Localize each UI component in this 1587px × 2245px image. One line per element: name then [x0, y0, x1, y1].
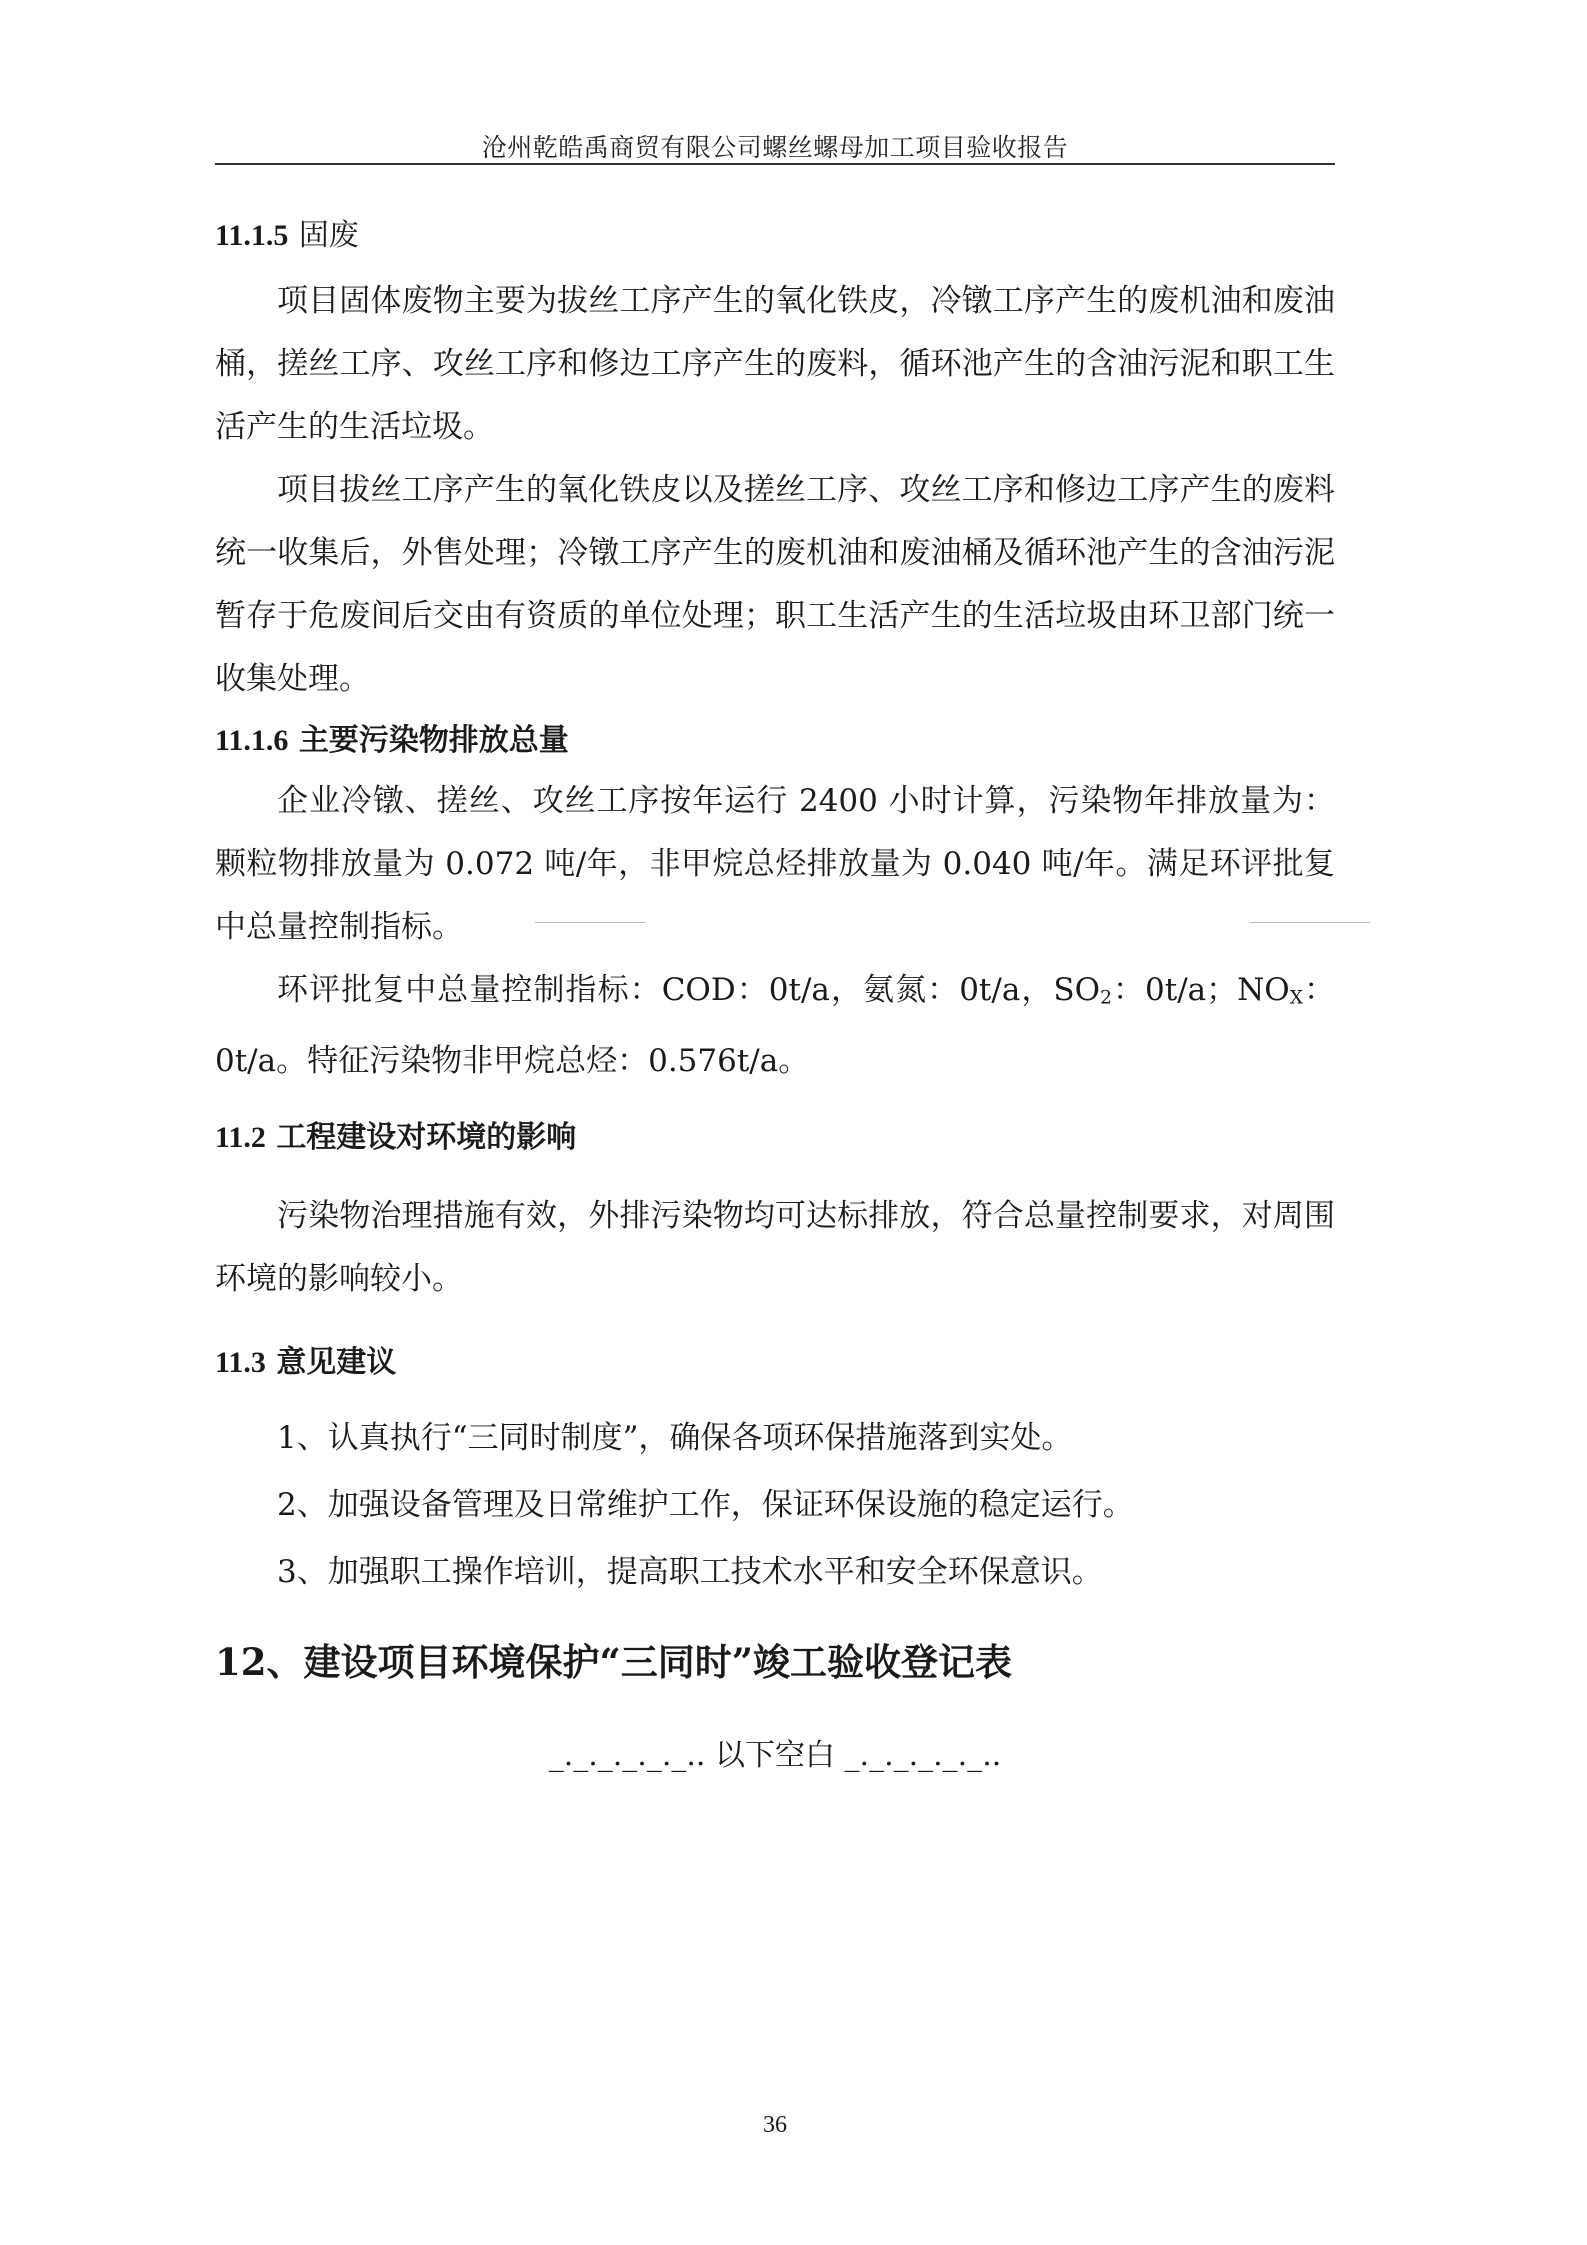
paragraph: 污染物治理措施有效，外排污染物均可达标排放，符合总量控制要求，对周围环境的影响较小。 — [215, 1198, 1335, 1297]
heading-11-2 — [215, 1112, 576, 1156]
heading-number: 11.1.5 — [215, 219, 289, 252]
section-11-1-6-body — [215, 770, 1335, 1093]
subscript: 2 — [1100, 987, 1112, 1009]
faint-line — [1250, 922, 1370, 923]
section-11-1-5-body — [215, 270, 1335, 711]
heading-11-3 — [215, 1337, 396, 1381]
header-divider — [215, 163, 1335, 165]
heading-number: 11.2 — [215, 1121, 266, 1154]
blank-below-marker: _._._._._._.. 以下空白 _._._._._._.. — [548, 1738, 1002, 1773]
paragraph: 项目拔丝工序产生的氧化铁皮以及搓丝工序、攻丝工序和修边工序产生的废料统一收集后，外售处理；冷镦工序产生的废机油和废油桶及循环池产生的含油污泥暂存于危废间后交由有资质的单位处理；职工生活产生的生活垃圾由环卫部门统一收集处理。 — [215, 472, 1335, 697]
list-item: 3、加强职工操作培训，提高职工技术水平和安全环保意识。 — [277, 1554, 1103, 1590]
page-header-title: 沧州乾皓禹商贸有限公司螺丝螺母加工项目验收报告 — [481, 133, 1069, 162]
page-number: 36 — [763, 2112, 787, 2138]
subscript: X — [1289, 987, 1303, 1009]
heading-number: 11.1.6 — [215, 724, 289, 757]
paragraph — [215, 959, 1335, 1093]
heading-12: 12、建设项目环境保护“三同时”竣工验收登记表 — [215, 1640, 1013, 1684]
text-span: ：0t/a；NO — [1111, 972, 1290, 1008]
heading-11-1-5 — [215, 210, 359, 254]
heading-text: 主要污染物排放总量 — [298, 723, 569, 758]
heading-text: 意见建议 — [276, 1345, 397, 1380]
text-span: ：0t/a。特征污染物非甲烷总烃：0.576t/a。 — [215, 972, 1335, 1079]
heading-number: 11.3 — [215, 1346, 266, 1379]
list-item: 1、认真执行“三同时制度”，确保各项环保措施落到实处。 — [277, 1420, 1073, 1456]
heading-text: 工程建设对环境的影响 — [276, 1120, 577, 1155]
text-span: 环评批复中总量控制指标：COD：0t/a，氨氮：0t/a，SO — [277, 972, 1101, 1008]
section-11-2-body — [215, 1185, 1335, 1311]
paragraph: 项目固体废物主要为拔丝工序产生的氧化铁皮，冷镦工序产生的废机油和废油桶，搓丝工序、攻丝工序和修边工序产生的废料，循环池产生的含油污泥和职工生活产生的生活垃圾。 — [215, 283, 1335, 445]
faint-line — [535, 922, 645, 923]
suggestion-list — [215, 1405, 1335, 1606]
heading-text: 固废 — [298, 218, 359, 253]
list-item: 2、加强设备管理及日常维护工作，保证环保设施的稳定运行。 — [277, 1487, 1134, 1523]
paragraph: 企业冷镦、搓丝、攻丝工序按年运行 2400 小时计算，污染物年排放量为：颗粒物排放量为 0.072 吨/年，非甲烷总烃排放量为 0.040 吨/年。满足环评批复中总量控制指标。 — [215, 783, 1335, 945]
heading-11-1-6 — [215, 715, 569, 759]
